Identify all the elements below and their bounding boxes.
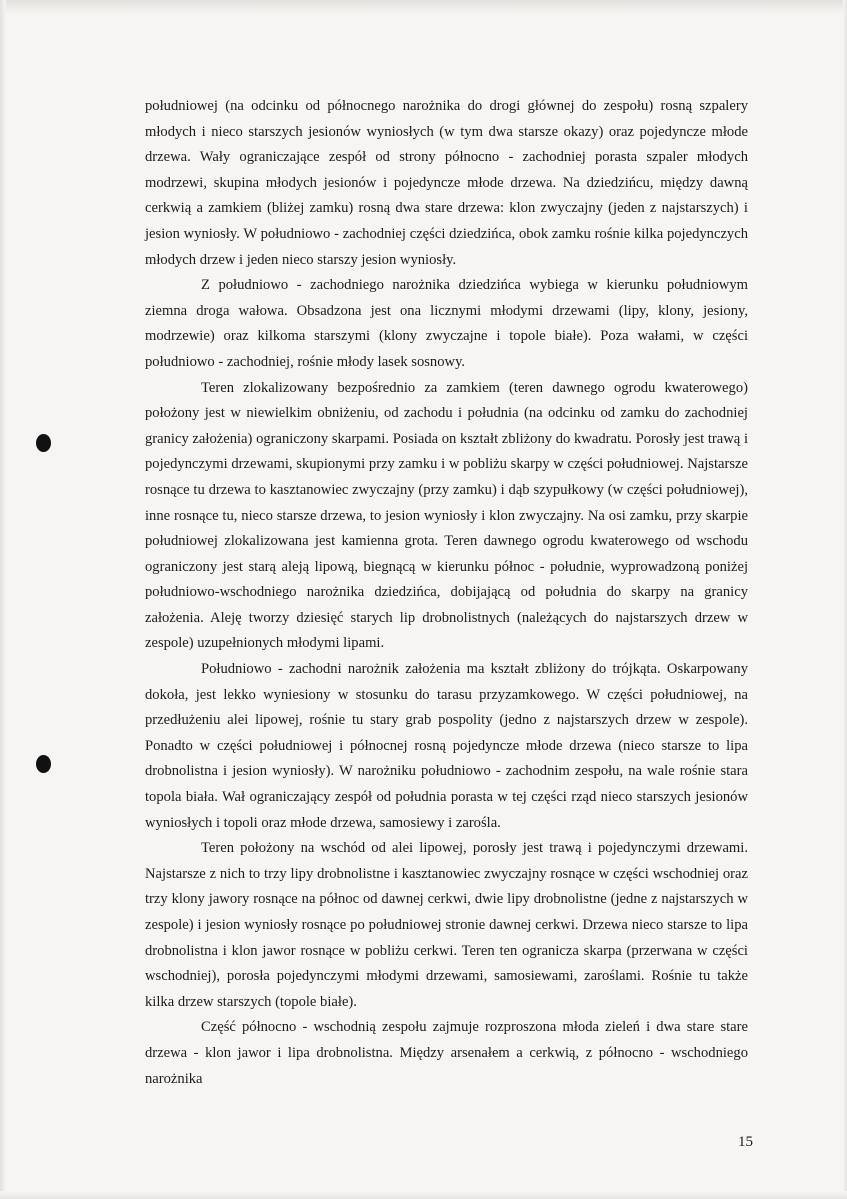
scan-edge-bottom [0,1191,847,1199]
body-text [145,94,748,1092]
scan-edge-right [843,0,847,1199]
scan-edge-left [0,0,6,1199]
paragraph: Część północno - wschodnią zespołu zajmuje rozproszona młoda zieleń i dwa stare stare drzewa - klon jawor i lipa drobnolistna. Między arsenałem a cerkwią, z północno - wschodniego narożnika [145,1019,748,1087]
paragraph: Teren położony na wschód od alei lipowej, porosły jest trawą i pojedynczymi drzewami. Najstarsze z nich to trzy lipy drobnolistne i kasztanowiec zwyczajny rosnące w części wschodniej oraz trzy klony jawory rosnące na północ od dawnej cerkwi, dwie lipy drobnolistne (jedne z najstarszych w zespole) i jesion wyniosły rosnące po południowej stronie dawnej cerkwi. Drzewa nieco starsze to lipa drobnolistna i klon jawor rosnące w pobliżu cerkwi. Teren ten ogranicza skarpa (przerwana w części wschodniej), porosła pojedynczymi młodymi drzewami, samosiewami, zaroślami. Rośnie tu także kilka drzew starszych (topole białe). [145,840,748,1010]
punch-hole-top [36,434,51,452]
scan-edge-top [0,0,847,14]
paragraph: Teren zlokalizowany bezpośrednio za zamkiem (teren dawnego ogrodu kwaterowego) położony jest w niewielkim obniżeniu, od zachodu i południa (na odcinku od zamku do zachodniej granicy założenia) ograniczony skarpami. Posiada on kształt zbliżony do kwadratu. Porosły jest trawą i pojedynczymi drzewami, skupionymi przy zamku i w pobliżu skarpy w części południowej. Najstarsze rosnące tu drzewa to kasztanowiec zwyczajny (przy zamku) i dąb szypułkowy (w części południowej), inne rosnące tu, nieco starsze drzewa, to jesion wyniosły i klon zwyczajny. Na osi zamku, przy skarpie południowej zlokalizowana jest kamienna grota. Teren dawnego ogrodu kwaterowego od wschodu ograniczony jest starą aleją lipową, biegnącą w kierunku północ - południe, wyprowadzoną poniżej południowo-wschodniego narożnika dziedzińca, dobijającą od południa do skarpy na granicy założenia. Aleję tworzy dziesięć starych lip drobnolistnych (należących do najstarszych drzew w zespole) uzupełnionych młodymi lipami. [145,379,748,652]
paragraph: Południowo - zachodni narożnik założenia ma kształt zbliżony do trójkąta. Oskarpowany dokoła, jest lekko wyniesiony w stosunku do tarasu przyzamkowego. W części południowej, na przedłużeniu alei lipowej, rośnie tu stary grab pospolity (jedno z najstarszych drzew w zespole). Ponadto w części południowej i północnej rosną pojedyncze młode drzewa (nieco starsze to lipa drobnolistna i jesion wyniosły). W narożniku południowo - zachodnim zespołu, na wale rośnie stara topola biała. Wał ograniczający zespół od południa porasta w tej części rząd nieco starszych jesionów wyniosłych i topoli oraz młode drzewa, samosiewy i zarośla. [145,661,748,831]
paragraph: Z południowo - zachodniego narożnika dziedzińca wybiega w kierunku południowym ziemna droga wałowa. Obsadzona jest ona licznymi młodymi drzewami (lipy, klony, jesiony, modrzewie) oraz kilkoma starszymi (klony zwyczajne i topole białe). Poza wałami, w części południowo - zachodniej, rośnie młody lasek sosnowy. [145,277,748,370]
page-number: 15 [738,1134,753,1150]
paragraph: południowej (na odcinku od północnego narożnika do drogi głównej do zespołu) rosną szpalery młodych i nieco starszych jesionów wyniosłych (w tym dwa starsze okazy) oraz pojedyncze młode drzewa. Wały ograniczające zespół od strony północno - zachodniej porasta szpaler młodych modrzewi, skupina młodych jesionów i pojedyncze młode drzewa. Na dziedzińcu, między dawną cerkwią a zamkiem (bliżej zamku) rosną dwa stare drzewa: klon zwyczajny (jeden z najstarszych) i jesion wyniosły. W południowo - zachodniej części dziedzińca, obok zamku rośnie kilka pojedynczych młodych drzew i jeden nieco starszy jesion wyniosły. [145,98,748,268]
punch-hole-bottom [36,755,51,773]
